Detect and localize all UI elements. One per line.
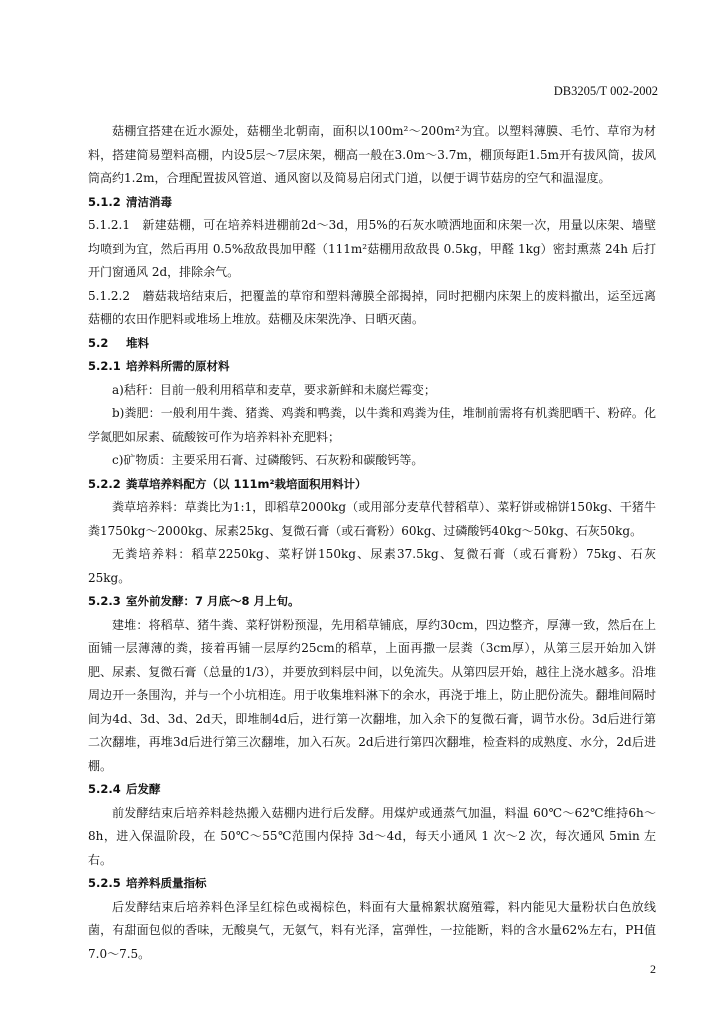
paragraph-manure-formula: 粪草培养料：草粪比为1:1，即稻草2000kg（或用部分麦草代替稻草）、菜籽饼或棉饼150kg、干猪牛粪1750kg～2000kg、尿素25kg、复微石膏（或石膏粉）60kg、过磷酸钙40kg～50kg、石灰50kg。	[88, 500, 656, 538]
heading-5-2-3	[88, 590, 656, 614]
heading-number: 5.2.3	[88, 594, 121, 608]
page-number: 2	[650, 962, 656, 976]
heading-number: 5.2.4	[88, 782, 121, 796]
paragraph-post-fermentation: 前发酵结束后培养料趁热搬入菇棚内进行后发酵。用煤炉或通蒸气加温，料温 60℃～62℃维持6h～8h，进入保温阶段，在 50℃～55℃范围内保持 3d～4d，每天小通风 1 次～2 次，每次通风 5min 左右。	[88, 805, 656, 867]
heading-5-2-2	[88, 473, 656, 497]
heading-5-1-2	[88, 191, 656, 215]
list-item-minerals: c)矿物质：主要采用石膏、过磷酸钙、石灰粉和碳酸钙等。	[112, 453, 424, 467]
list-item-straw: a)秸秆：目前一般利用稻草和麦草，要求新鲜和未腐烂霉变；	[112, 382, 436, 397]
paragraph-no-manure-formula: 无粪培养料：稻草2250kg、菜籽饼150kg、尿素37.5kg、复微石膏（或石膏粉）75kg、石灰25kg。	[88, 547, 656, 585]
paragraph-quality-indicators: 后发酵结束后培养料色泽呈红棕色或褐棕色，料面有大量棉絮状腐殖霉，料内能见大量粉状白色放线菌，有甜面包似的香味，无酸臭气，无氨气，料有光泽，富弹性，一拉能断，料的含水量62%左右，PH值7.0～7.5。	[88, 899, 656, 961]
heading-text: 清洁消毒	[126, 194, 172, 209]
heading-5-2	[88, 332, 656, 356]
paragraph-5-1-2-1: 5.1.2.1 新建菇棚，可在培养料进棚前2d～3d，用5%的石灰水喷洒地面和床架一次，用量以床架、墙壁均喷到为宜，然后再用 0.5%敌敌畏加甲醛（111m²菇棚用敌敌畏 0.5kg，甲醛 1kg）密封熏蒸 24h 后打开门窗通风 2d，排除余气。	[88, 218, 656, 279]
heading-text: 室外前发酵：7 月底～8 月上旬。	[126, 594, 300, 608]
heading-5-2-4	[88, 778, 656, 802]
standard-code: DB3205/T 002-2002	[553, 84, 658, 98]
heading-text: 培养料所需的原材料	[126, 359, 230, 373]
heading-number: 5.2.5	[88, 876, 121, 890]
heading-number: 5.2	[88, 335, 109, 350]
list-item-manure: b)粪肥：一般利用牛粪、猪粪、鸡粪和鸭粪，以牛粪和鸡粪为佳，堆制前需将有机粪肥晒干、粉碎。化学氮肥如尿素、硫酸铵可作为培养料补充肥料；	[88, 406, 656, 444]
heading-text: 后发酵	[126, 782, 161, 796]
paragraph-5-1-2-2: 5.1.2.2 蘑菇栽培结束后，把覆盖的草帘和塑料薄膜全部揭掉，同时把棚内床架上的废料撤出，运至远离菇棚的农田作肥料或堆场上堆放。菇棚及床架洗净、日晒灭菌。	[88, 288, 656, 326]
heading-text: 培养料质量指标	[126, 876, 207, 890]
document-body	[88, 120, 656, 966]
heading-5-2-1	[88, 355, 656, 379]
heading-5-2-5	[88, 872, 656, 896]
heading-number: 5.2.1	[88, 359, 121, 373]
heading-text: 粪草培养料配方（以 111m²栽培面积用料计）	[126, 476, 367, 491]
paragraph-pile-building: 建堆：将稻草、猪牛粪、菜籽饼粉预湿，先用稻草铺底，厚约30cm，四边整齐，厚薄一致，然后在上面铺一层薄薄的粪，接着再铺一层厚约25cm的稻草，上面再撒一层粪（3cm厚），从第三层开始加入饼肥、尿素、复微石膏（总量的1/3），并要放到料层中间，以免流失。从第四层开始，越往上浇水越多。沿堆周边开一条围沟，并与一个小坑相连。用于收集堆料淋下的余水，再浇于堆上，防止肥份流失。翻堆间隔时间为4d、3d、3d、2d天，即堆制4d后，进行第一次翻堆，加入余下的复微石膏，调节水份。3d后进行第二次翻堆，再堆3d后进行第三次翻堆，加入石灰。2d后进行第四次翻堆，检查料的成熟度、水分，2d后进棚。	[88, 617, 656, 773]
heading-text: 堆料	[126, 335, 149, 350]
heading-number: 5.1.2	[88, 194, 121, 209]
paragraph-shed-construction: 菇棚宜搭建在近水源处，菇棚坐北朝南，面积以100m²～200m²为宜。以塑料薄膜、毛竹、草帘为材料，搭建简易塑料高棚，内设5层～7层床架，棚高一般在3.0m～3.7m，棚顶每距1.5m开有拔风筒，拔风筒高约1.2m，合理配置拔风管道、通风窗以及简易启闭式门道，以便于调节菇房的空气和温湿度。	[88, 124, 656, 185]
heading-number: 5.2.2	[88, 476, 121, 491]
